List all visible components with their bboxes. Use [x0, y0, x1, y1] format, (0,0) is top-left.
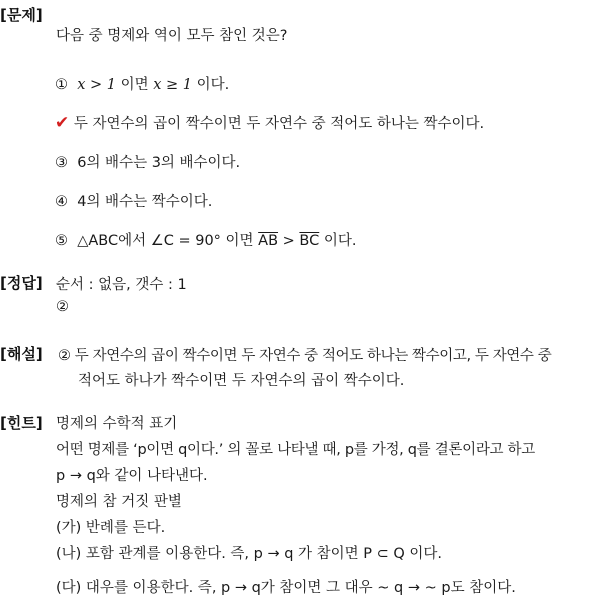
hint-line-6: (나) 포함 관계를 이용한다. 즉, p → q 가 참이면 P ⊂ Q 이다.	[56, 546, 443, 562]
option-1-math-a: x > 1	[77, 77, 116, 93]
option-4-number: ④	[55, 194, 68, 210]
option-1-post: 이다.	[192, 77, 230, 93]
explanation-line-1: ② 두 자연수의 곱이 짝수이면 두 자연수 중 적어도 하나는 짝수이고, 두 자연수 중	[58, 348, 552, 364]
hint-line-5: (가) 반례를 든다.	[56, 520, 166, 536]
option-2-text: 두 자연수의 곱이 짝수이면 두 자연수 중 적어도 하나는 짝수이다.	[73, 116, 485, 132]
option-5	[55, 229, 356, 250]
problem-tag: [문제]	[0, 6, 43, 24]
option-2	[55, 112, 484, 133]
hint-line-2: 어떤 명제를 ‘p이면 q이다.’ 의 꼴로 나타낼 때, p를 가정, q를 결론이라고 하고	[56, 442, 535, 458]
option-3-text: 6의 배수는 3의 배수이다.	[77, 155, 241, 171]
answer-line-1: 순서 : 없음, 갯수 : 1	[56, 277, 187, 293]
option-1-number: ①	[55, 77, 68, 93]
explanation-line-2: 적어도 하나가 짝수이면 두 자연수의 곱이 짝수이다.	[78, 373, 405, 389]
option-1-mid: 이면	[116, 77, 154, 93]
answer-tag: [정답]	[0, 274, 43, 292]
option-4	[55, 190, 212, 211]
hint-line-7: (다) 대우를 이용한다. 즉, p → q가 참이면 그 대우 ~ q → ~ p도 참이다.	[56, 580, 516, 596]
option-4-text: 4의 배수는 짝수이다.	[77, 194, 213, 210]
hint-line-4: 명제의 참 거짓 판별	[56, 494, 182, 510]
option-5-pre: △ABC에서 ∠C = 90° 이면	[77, 233, 259, 249]
option-5-segment-bc: $\overline{BC}$	[299, 233, 320, 249]
hint-tag: [힌트]	[0, 414, 43, 432]
hint-line-3: p → q와 같이 나타낸다.	[56, 468, 208, 484]
option-1	[55, 73, 229, 94]
option-5-post: 이다.	[319, 233, 357, 249]
option-5-number: ⑤	[55, 233, 68, 249]
hint-line-1: 명제의 수학적 표기	[56, 416, 178, 432]
option-1-math-b: x ≥ 1	[153, 77, 193, 93]
option-5-gt: >	[278, 233, 300, 249]
explanation-tag: [해설]	[0, 345, 43, 363]
option-5-segment-ab: $\overline{AB}$	[258, 233, 279, 249]
question-text: 다음 중 명제와 역이 모두 참인 것은?	[56, 28, 288, 44]
option-3	[55, 151, 240, 172]
answer-line-2: ②	[56, 299, 69, 315]
option-3-number: ③	[55, 155, 68, 171]
checkmark-icon: ✔	[55, 113, 70, 133]
